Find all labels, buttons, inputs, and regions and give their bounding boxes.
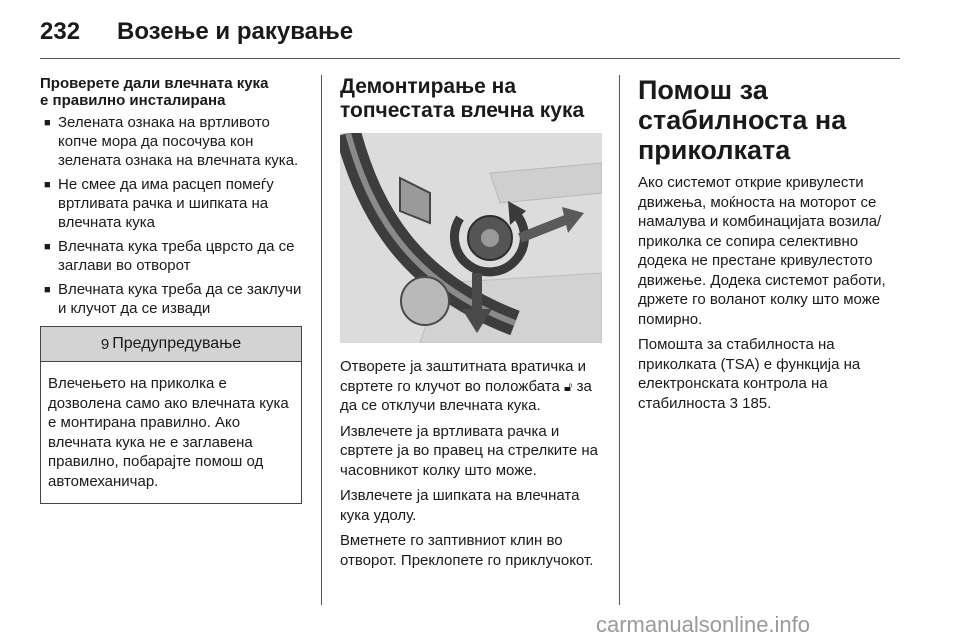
bullet-icon: ■ xyxy=(44,179,51,191)
watermark: carmanualsonline.info xyxy=(596,612,811,637)
step-1-text: Отворете ја заштитната вратичка и свртете го клучот во положбата xyxy=(340,358,586,395)
column-divider-right xyxy=(619,75,620,605)
warning-triangle-icon: 9 xyxy=(100,335,110,353)
tsa-reference xyxy=(638,335,903,413)
warning-body: Влечењето на приколка е дозволена само ако влечната кука е монтирана правилно. Ако влечната кука не е заглавена правилно, побарајте помош од автомеханичар. xyxy=(48,375,289,490)
bullet-icon: ■ xyxy=(44,284,51,296)
list-item-text: Влечната кука треба да се заклучи и клучот да се извади xyxy=(58,281,302,317)
check-list xyxy=(40,113,302,318)
tsa-reference-text: Помошта за стабилноста на приколката (TSA) е функција на електронската контрола на стабилноста xyxy=(638,336,861,412)
warning-title: Предупредување xyxy=(112,335,242,352)
removal-step-1 xyxy=(340,357,602,416)
removal-step-3: Извлечете ја шипката на влечната кука удолу. xyxy=(340,487,580,524)
reference-page-link[interactable]: 185. xyxy=(742,394,772,412)
unlock-icon: 🔓︎ xyxy=(563,378,573,394)
bullet-icon: ■ xyxy=(44,117,51,129)
list-item xyxy=(40,175,302,232)
list-item-text: Не смее да има расцеп помеѓу вртливата рачка и шипката на влечната кука xyxy=(58,176,274,231)
check-heading xyxy=(40,75,302,109)
step-1-text-end: за да се отклучи влечната кука. xyxy=(340,377,592,414)
header-divider xyxy=(40,58,900,59)
check-heading-line2: е правилно инсталирана xyxy=(40,92,226,109)
bullet-icon: ■ xyxy=(44,241,51,253)
towbar-drawing xyxy=(340,133,602,343)
page-number: 232 xyxy=(40,18,81,45)
list-item xyxy=(40,280,302,318)
list-item-text: Зелената ознака на вртливото копче мора да посочува кон зелената ознака на влечната кука. xyxy=(58,114,299,169)
list-item xyxy=(40,237,302,275)
towbar-socket xyxy=(401,277,449,325)
removal-step-2: Извлечете ја вртливата рачка и свртете ја во правец на стрелките на часовникот колку што може. xyxy=(340,422,598,479)
warning-header xyxy=(41,327,301,362)
tsa-heading: Помош за стабилноста на приколката xyxy=(638,75,847,165)
tsa-description: Ако системот открие кривулести движења, моќноста на моторот се намалува и комбинацијата возила/приколка се сопира селективно додека не престане кривулестото движење. Додека системот работи, држете го воланот колку што може помирно. xyxy=(638,174,886,328)
page-header-title: Возење и ракување xyxy=(117,18,354,45)
column-divider-left xyxy=(321,75,322,605)
column-right xyxy=(638,75,903,419)
down-arrow-shaft xyxy=(472,273,482,311)
removal-heading: Демонтирање на топчестата влечна кука xyxy=(340,75,585,122)
check-heading-line1: Проверете дали влечната кука xyxy=(40,75,269,92)
list-item xyxy=(40,113,302,170)
list-item-text: Влечната кука треба цврсто да се заглави во отворот xyxy=(58,238,295,274)
warning-box xyxy=(40,326,302,504)
column-left xyxy=(40,75,302,504)
towbar-illustration xyxy=(340,133,602,343)
lock-cylinder xyxy=(481,229,499,247)
column-middle xyxy=(340,75,602,576)
page-reference-icon: 3 xyxy=(729,394,738,412)
removal-step-4: Вметнете го заптивниот клин во отворот. Преклопете го приклучокот. xyxy=(340,532,594,569)
